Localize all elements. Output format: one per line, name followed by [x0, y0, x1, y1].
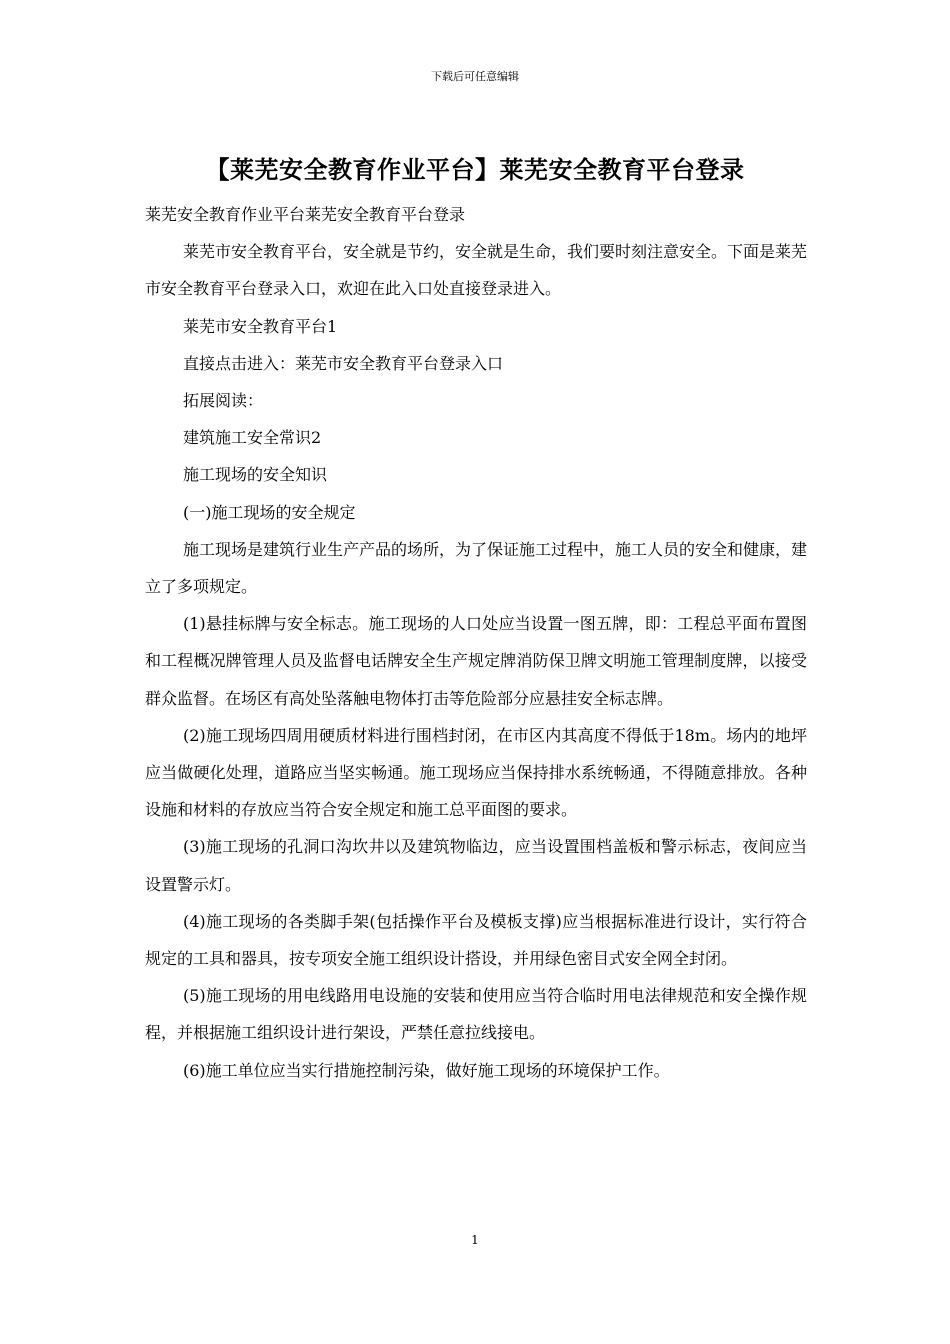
header-note: 下载后可任意编辑 [431, 70, 519, 83]
paragraph-10: (2)施工现场四周用硬质材料进行围档封闭，在市区内其高度不得低于18m。场内的地坪应当做硬化处理，道路应当坚实畅通。施工现场应当保持排水系统畅通，不得随意排放。各种设施和材料的存放应当符合安全规定和施工总平面图的要求。 [145, 725, 807, 820]
paragraph-9: (1)悬挂标牌与安全标志。施工现场的人口处应当设置一图五牌，即：工程总平面布置图和工程概况牌管理人员及监督电话牌安全生产规定牌消防保卫牌文明施工管理制度牌，以接受群众监督。在场区有高处坠落触电物体打击等危险部分应悬挂安全标志牌。 [145, 614, 807, 708]
paragraph-0: 莱芜安全教育作业平台莱芜安全教育平台登录 [145, 205, 466, 224]
paragraph-4: 拓展阅读： [183, 391, 264, 411]
document-body [145, 196, 807, 1089]
paragraph-7: (一)施工现场的安全规定 [183, 502, 356, 522]
paragraph-14: (6)施工单位应当实行措施控制污染，做好施工现场的环境保护工作。 [183, 1060, 670, 1080]
paragraph-12: (4)施工现场的各类脚手架(包括操作平台及模板支撑)应当根据标准进行设计，实行符合规定的工具和器具，按专项安全施工组织设计搭设，并用绿色密目式安全网全封闭。 [145, 911, 807, 969]
paragraph-1: 莱芜市安全教育平台，安全就是节约，安全就是生命，我们要时刻注意安全。下面是莱芜市安全教育平台登录入口，欢迎在此入口处直接登录进入。 [145, 242, 808, 299]
document-title: 【莱芜安全教育作业平台】莱芜安全教育平台登录 [205, 156, 745, 184]
page-number: 1 [471, 1233, 479, 1247]
paragraph-6: 施工现场的安全知识 [183, 465, 328, 485]
paragraph-5: 建筑施工安全常识2 [183, 428, 322, 448]
paragraph-11: (3)施工现场的孔洞口沟坎井以及建筑物临边，应当设置围档盖板和警示标志，夜间应当设置警示灯。 [145, 837, 807, 894]
paragraph-3: 直接点击进入：莱芜市安全教育平台登录入口 [183, 353, 504, 373]
paragraph-8: 施工现场是建筑行业生产产品的场所，为了保证施工过程中，施工人员的安全和健康，建立了多项规定。 [145, 539, 808, 597]
paragraph-2: 莱芜市安全教育平台1 [183, 316, 338, 336]
paragraph-13: (5)施工现场的用电线路用电设施的安装和使用应当符合临时用电法律规范和安全操作规程，并根据施工组织设计进行架设，严禁任意拉线接电。 [145, 986, 807, 1043]
